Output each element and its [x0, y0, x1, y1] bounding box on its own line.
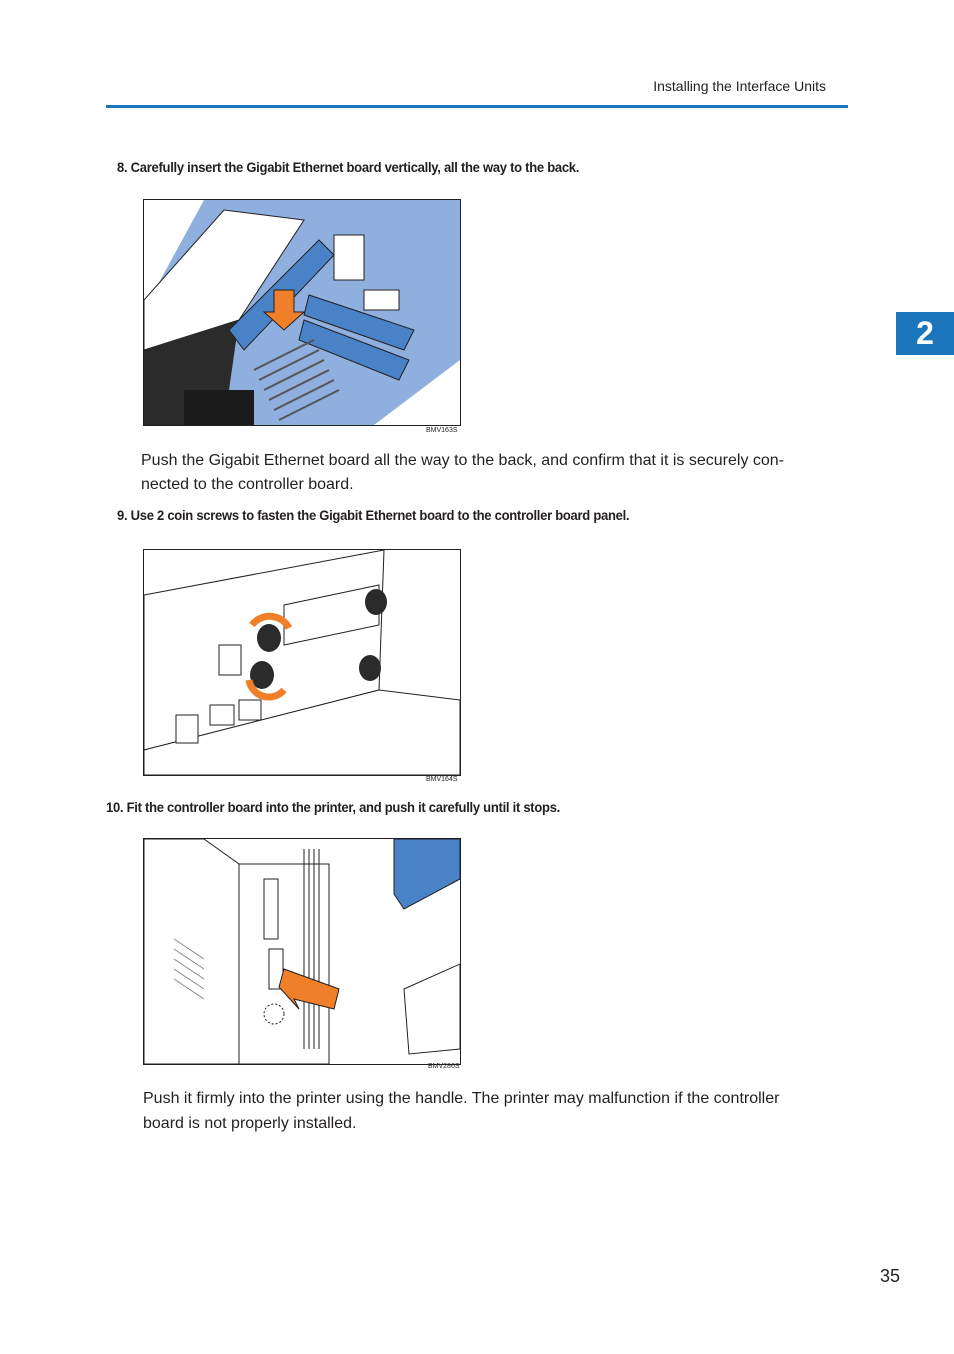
step-9-instruction: 9. Use 2 coin screws to fasten the Gigabit Ethernet board to the controller board panel. — [117, 507, 630, 523]
step-10-note: Push it firmly into the printer using the handle. The printer may malfunction if the controller board is not properly installed. — [143, 1090, 780, 1132]
step-10-instruction: 10. Fit the controller board into the printer, and push it carefully until it stops. — [106, 799, 561, 815]
header-rule — [106, 105, 848, 108]
figure-code-9: BMV164S — [426, 776, 458, 783]
chapter-tab: 2 — [896, 312, 954, 355]
figure-coin-screws — [143, 549, 461, 776]
page-number: 35 — [879, 1266, 900, 1286]
figure-controller-board-fit — [143, 838, 461, 1065]
step-8-note: Push the Gigabit Ethernet board all the way to the back, and confirm that it is securely con-nected to the controller board. — [141, 452, 785, 493]
running-header: Installing the Interface Units — [653, 78, 826, 94]
figure-code-8: BMV163S — [426, 427, 458, 434]
figure-code-10: BMV286S — [428, 1063, 460, 1070]
step-8-instruction: 8. Carefully insert the Gigabit Ethernet board vertically, all the way to the back. — [117, 159, 580, 175]
figure-ethernet-board-insert — [143, 199, 461, 426]
